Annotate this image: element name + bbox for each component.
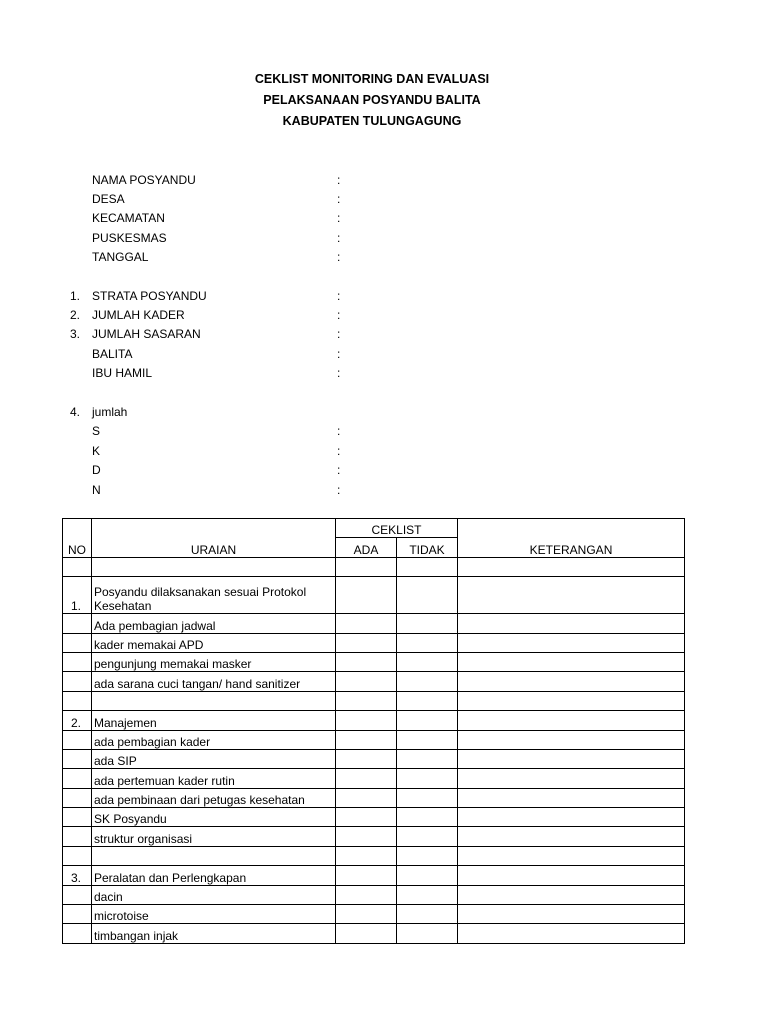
tidak-cell[interactable]: [397, 866, 458, 885]
table-row: [63, 846, 685, 865]
keterangan-cell[interactable]: [458, 730, 685, 749]
keterangan-cell[interactable]: [458, 749, 685, 768]
ada-cell[interactable]: [336, 633, 397, 652]
tidak-cell[interactable]: [397, 691, 458, 710]
field-row: [0, 424, 744, 442]
row-uraian: struktur organisasi: [92, 827, 336, 846]
row-uraian: [92, 557, 336, 576]
row-uraian: ada pembagian kader: [92, 730, 336, 749]
field-row: [0, 327, 744, 345]
ada-cell[interactable]: [336, 730, 397, 749]
keterangan-cell[interactable]: [458, 924, 685, 943]
keterangan-cell[interactable]: [458, 633, 685, 652]
field-row: [0, 463, 744, 481]
ada-cell[interactable]: [336, 614, 397, 633]
header-keterangan: KETERANGAN: [458, 519, 685, 558]
keterangan-cell[interactable]: [458, 827, 685, 846]
header-ada: ADA: [336, 538, 397, 557]
row-number: 2.: [63, 711, 92, 730]
field-colon: :: [337, 308, 341, 322]
table-row: [63, 691, 685, 710]
ada-cell[interactable]: [336, 788, 397, 807]
row-uraian: timbangan injak: [92, 924, 336, 943]
row-uraian: ada sarana cuci tangan/ hand sanitizer: [92, 672, 336, 691]
table-row: [63, 808, 685, 827]
header-ceklist: CEKLIST: [336, 519, 458, 538]
row-uraian: ada pertemuan kader rutin: [92, 769, 336, 788]
ada-cell[interactable]: [336, 924, 397, 943]
field-row: [0, 366, 744, 384]
row-number: [63, 924, 92, 943]
keterangan-cell[interactable]: [458, 557, 685, 576]
keterangan-cell[interactable]: [458, 652, 685, 671]
tidak-cell[interactable]: [397, 769, 458, 788]
tidak-cell[interactable]: [397, 711, 458, 730]
row-uraian: ada SIP: [92, 749, 336, 768]
row-number: [63, 652, 92, 671]
field-row: [0, 405, 744, 423]
row-number: [63, 749, 92, 768]
keterangan-cell[interactable]: [458, 846, 685, 865]
row-uraian: Peralatan dan Perlengkapan: [92, 866, 336, 885]
field-row: [0, 250, 744, 268]
document-title-line-1: CEKLIST MONITORING DAN EVALUASI: [254, 72, 490, 86]
field-colon: :: [337, 192, 341, 206]
field-colon: :: [337, 289, 341, 303]
ada-cell[interactable]: [336, 652, 397, 671]
ada-cell[interactable]: [336, 691, 397, 710]
field-label: KECAMATAN: [92, 211, 165, 225]
table-row: [63, 788, 685, 807]
table-row: [63, 614, 685, 633]
field-label: S: [92, 424, 101, 438]
tidak-cell[interactable]: [397, 808, 458, 827]
field-colon: :: [337, 231, 341, 245]
ada-cell[interactable]: [336, 749, 397, 768]
ada-cell[interactable]: [336, 577, 397, 614]
table-row: [63, 672, 685, 691]
checklist-table: [62, 518, 685, 944]
row-uraian: Manajemen: [92, 711, 336, 730]
field-label: N: [92, 483, 101, 497]
field-label: PUSKESMAS: [92, 231, 167, 245]
tidak-cell[interactable]: [397, 577, 458, 614]
tidak-cell[interactable]: [397, 614, 458, 633]
tidak-cell[interactable]: [397, 924, 458, 943]
table-row: [63, 827, 685, 846]
keterangan-cell[interactable]: [458, 905, 685, 924]
table-row: [63, 769, 685, 788]
table-row: [63, 885, 685, 904]
ada-cell[interactable]: [336, 769, 397, 788]
tidak-cell[interactable]: [397, 672, 458, 691]
row-uraian: Ada pembagian jadwal: [92, 614, 336, 633]
header-uraian: URAIAN: [92, 519, 336, 558]
table-row: [63, 652, 685, 671]
table-row: [63, 749, 685, 768]
table-row: [63, 730, 685, 749]
row-number: [63, 885, 92, 904]
row-number: [63, 730, 92, 749]
tidak-cell[interactable]: [397, 652, 458, 671]
keterangan-cell[interactable]: [458, 788, 685, 807]
field-colon: :: [337, 211, 341, 225]
field-colon: :: [337, 366, 341, 380]
field-label: IBU HAMIL: [92, 366, 153, 380]
field-label: D: [92, 463, 101, 477]
row-number: [63, 614, 92, 633]
table-row: [63, 905, 685, 924]
field-label: BALITA: [92, 347, 133, 361]
table-header-row-1: [63, 519, 685, 538]
ada-cell[interactable]: [336, 846, 397, 865]
ada-cell[interactable]: [336, 672, 397, 691]
header-no: NO: [63, 519, 92, 558]
ada-cell[interactable]: [336, 711, 397, 730]
field-row: [0, 211, 744, 229]
row-uraian: microtoise: [92, 905, 336, 924]
table-row: [63, 633, 685, 652]
field-number: 1.: [70, 289, 81, 303]
ada-cell[interactable]: [336, 885, 397, 904]
row-uraian: [92, 846, 336, 865]
field-number: 4.: [70, 405, 81, 419]
field-number: 3.: [70, 327, 81, 341]
field-row: [0, 192, 744, 210]
row-number: [63, 691, 92, 710]
row-number: 3.: [63, 866, 92, 885]
field-label: TANGGAL: [92, 250, 149, 264]
ada-cell[interactable]: [336, 905, 397, 924]
row-uraian: pengunjung memakai masker: [92, 652, 336, 671]
field-row: [0, 289, 744, 307]
keterangan-cell[interactable]: [458, 577, 685, 614]
table-row: [63, 577, 685, 614]
document-title-line-3: KABUPATEN TULUNGAGUNG: [282, 114, 462, 128]
row-uraian: SK Posyandu: [92, 808, 336, 827]
field-label: JUMLAH SASARAN: [92, 327, 201, 341]
tidak-cell[interactable]: [397, 633, 458, 652]
keterangan-cell[interactable]: [458, 769, 685, 788]
keterangan-cell[interactable]: [458, 885, 685, 904]
ada-cell[interactable]: [336, 827, 397, 846]
ada-cell[interactable]: [336, 808, 397, 827]
row-uraian: Posyandu dilaksanakan sesuai Protokol Kesehatan: [92, 577, 336, 614]
field-row: [0, 347, 744, 365]
row-number: [63, 905, 92, 924]
field-row: [0, 308, 744, 326]
field-row: [0, 231, 744, 249]
tidak-cell[interactable]: [397, 730, 458, 749]
field-label: NAMA POSYANDU: [92, 173, 196, 187]
table-row: [63, 711, 685, 730]
field-colon: :: [337, 463, 341, 477]
ada-cell[interactable]: [336, 557, 397, 576]
header-tidak: TIDAK: [397, 538, 458, 557]
row-number: [63, 672, 92, 691]
field-number: 2.: [70, 308, 81, 322]
row-number: [63, 769, 92, 788]
keterangan-cell[interactable]: [458, 808, 685, 827]
field-colon: :: [337, 424, 341, 438]
table-row: [63, 924, 685, 943]
tidak-cell[interactable]: [397, 905, 458, 924]
row-number: 1.: [63, 577, 92, 614]
tidak-cell[interactable]: [397, 846, 458, 865]
field-row: [0, 173, 744, 191]
tidak-cell[interactable]: [397, 827, 458, 846]
keterangan-cell[interactable]: [458, 614, 685, 633]
row-number: [63, 788, 92, 807]
document-title-line-2: PELAKSANAAN POSYANDU BALITA: [263, 93, 481, 107]
row-number: [63, 557, 92, 576]
row-uraian: ada pembinaan dari petugas kesehatan: [92, 788, 336, 807]
field-colon: :: [337, 444, 341, 458]
tidak-cell[interactable]: [397, 788, 458, 807]
field-row: [0, 444, 744, 462]
keterangan-cell[interactable]: [458, 866, 685, 885]
table-row: [63, 557, 685, 576]
keterangan-cell[interactable]: [458, 691, 685, 710]
field-label: DESA: [92, 192, 125, 206]
field-row: [0, 483, 744, 501]
tidak-cell[interactable]: [397, 749, 458, 768]
field-label: jumlah: [92, 405, 128, 419]
field-colon: :: [337, 173, 341, 187]
field-colon: :: [337, 483, 341, 497]
field-colon: :: [337, 327, 341, 341]
row-number: [63, 633, 92, 652]
field-label: STRATA POSYANDU: [92, 289, 207, 303]
row-number: [63, 827, 92, 846]
field-label: K: [92, 444, 101, 458]
field-label: JUMLAH KADER: [92, 308, 185, 322]
row-number: [63, 846, 92, 865]
table-row: [63, 866, 685, 885]
ada-cell[interactable]: [336, 866, 397, 885]
row-uraian: kader memakai APD: [92, 633, 336, 652]
row-uraian: [92, 691, 336, 710]
keterangan-cell[interactable]: [458, 711, 685, 730]
row-number: [63, 808, 92, 827]
row-uraian: dacin: [92, 885, 336, 904]
keterangan-cell[interactable]: [458, 672, 685, 691]
field-colon: :: [337, 250, 341, 264]
field-colon: :: [337, 347, 341, 361]
tidak-cell[interactable]: [397, 885, 458, 904]
tidak-cell[interactable]: [397, 557, 458, 576]
